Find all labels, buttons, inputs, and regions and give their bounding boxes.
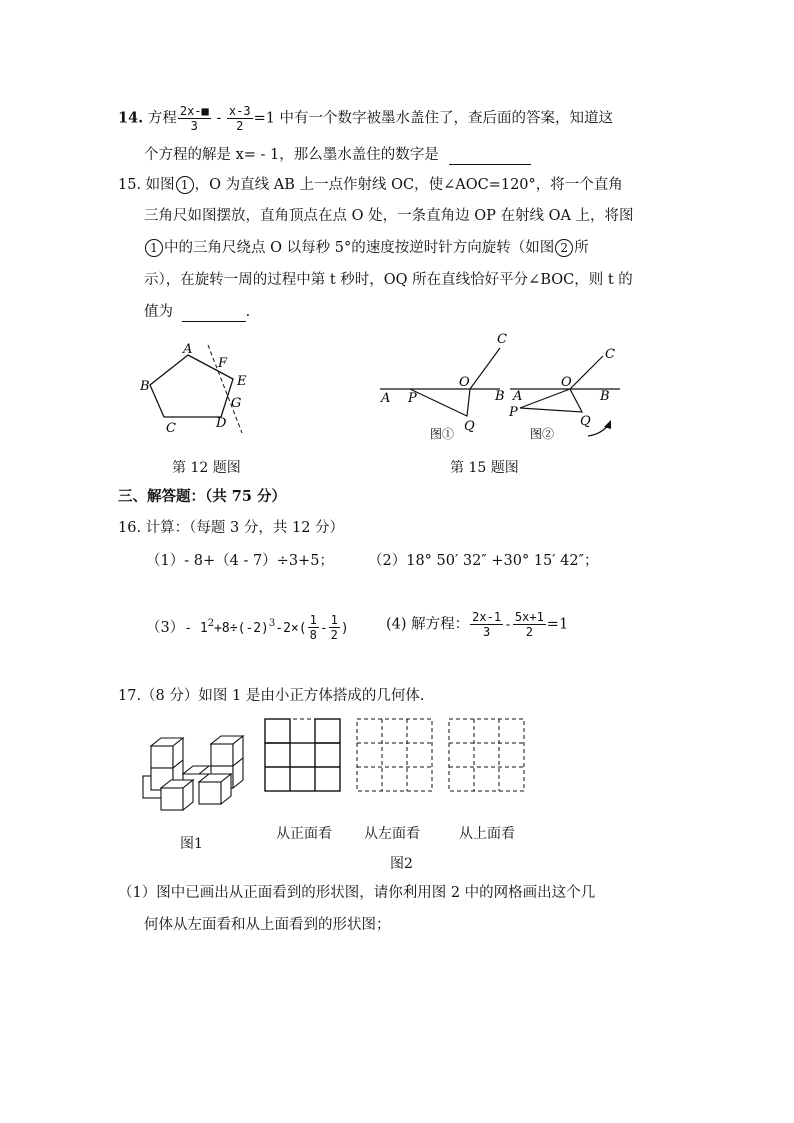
- q14-line1: [118, 104, 613, 133]
- fig15-figure: [375, 328, 635, 448]
- q14-fraction-1: [178, 104, 211, 133]
- q15-line1a: 如图: [145, 177, 175, 193]
- q15-number: 15.: [118, 177, 142, 193]
- label-g: G: [231, 396, 242, 411]
- circled-one: 1: [176, 176, 194, 194]
- q15-line4: 示），在旋转一周的过程中第 t 秒时，OQ 所在直线恰好平分∠BOC，则 t 的: [144, 272, 633, 288]
- fig2-caption: 图2: [390, 856, 413, 872]
- q16-part4-label: (4) 解方程：: [386, 616, 470, 633]
- view-front-label: 从正面看: [276, 826, 332, 842]
- fig2-label-a: A: [513, 389, 523, 404]
- view-top-label: 从上面看: [459, 826, 515, 842]
- q16-header: 16. 计算：（每题 3 分，共 12 分）: [118, 520, 345, 536]
- front-view-shape: [265, 719, 340, 791]
- q14-line2: [144, 145, 531, 165]
- cube-front-face: [151, 746, 173, 768]
- q14-prefix: 方程: [147, 110, 177, 127]
- label-b: B: [140, 379, 150, 394]
- cube-solid-figure: [135, 732, 250, 822]
- q14-suffix: =1 中有一个数字被墨水盖住了，查后面的答案，知道这: [253, 110, 614, 127]
- label-e: E: [237, 374, 247, 389]
- q15-answer-blank[interactable]: [182, 305, 246, 322]
- q17-part1-line1: （1）图中已画出从正面看到的形状图，请你利用图 2 中的网格画出这个几: [118, 885, 596, 901]
- label-f: F: [218, 356, 228, 371]
- q15-line5: 值为 .: [144, 304, 251, 320]
- q16-part3-label: （3）: [146, 619, 185, 636]
- q14-line2-text: 个方程的解是 x= - 1，那么墨水盖住的数字是: [144, 147, 439, 163]
- front-grid: [265, 719, 340, 791]
- p4-f1-num: 2x-1: [472, 610, 502, 624]
- q15-line3b: 所: [574, 240, 589, 256]
- q15-line2: 三角尺如图摆放，直角顶点在点 O 处，一条直角边 OP 在射线 OA 上，将图: [144, 208, 634, 224]
- fig2-label-c: C: [605, 347, 615, 362]
- fig2-label-o: O: [561, 375, 572, 390]
- fig1-triangle: [410, 389, 470, 416]
- q14-frac2-den: 2: [236, 119, 244, 133]
- p3-close: ): [340, 620, 349, 636]
- fig1-label-q: Q: [464, 419, 475, 434]
- fig1-label-o: O: [459, 375, 470, 390]
- fig1-label-b: B: [495, 389, 505, 404]
- p4-f2-num: 5x+1: [514, 610, 544, 624]
- fig1-caption: 图1: [180, 836, 203, 852]
- q15-line1: [118, 175, 623, 195]
- q14-number: 14.: [118, 109, 144, 127]
- fig2-triangle: [520, 389, 582, 412]
- q15-line5-text: 值为: [144, 304, 173, 320]
- p3-f2-den: 2: [330, 628, 338, 643]
- p3-mid: -: [319, 620, 328, 636]
- p3-expr-c: -2×(: [275, 620, 307, 636]
- q14-minus: -: [216, 110, 222, 127]
- view-left-label: 从左面看: [364, 826, 420, 842]
- label-a: A: [183, 342, 193, 357]
- label-c: C: [166, 421, 176, 436]
- q16-part3: [146, 610, 349, 643]
- p3-expr-a: - 1: [184, 620, 208, 636]
- fig1-label-c: C: [497, 332, 507, 347]
- p3-f1-num: 1: [309, 613, 317, 628]
- fig1-name: 图①: [430, 427, 455, 441]
- q14-answer-blank[interactable]: [449, 148, 531, 165]
- q16-part4: [386, 610, 568, 640]
- label-d: D: [216, 416, 227, 431]
- cube-front-face: [211, 744, 233, 766]
- circled-one: 1: [145, 239, 163, 257]
- q14-fraction-2: [227, 104, 253, 133]
- p3-fraction-2: [329, 613, 340, 642]
- fig2-label-q: Q: [580, 414, 591, 429]
- p3-f2-num: 1: [330, 613, 338, 628]
- p4-fraction-1: [470, 610, 503, 639]
- q16-part2: （2）18° 50′ 32″ +30° 15′ 42″；: [368, 553, 599, 569]
- section3-title: 三、解答题：（共 75 分）: [118, 488, 287, 505]
- pentagon-figure: [130, 335, 260, 440]
- q15-line3: [144, 238, 589, 258]
- q17-header: 17.（8 分）如图 1 是由小正方体搭成的几何体.: [118, 688, 425, 704]
- fig15-caption: 第 15 题图: [450, 460, 519, 476]
- circled-two: 2: [555, 239, 573, 257]
- p4-fraction-2: [513, 610, 546, 639]
- cube-front-face: [199, 782, 221, 804]
- top-grid[interactable]: [449, 719, 524, 791]
- q15-line1b: ，O 为直线 AB 上一点作射线 OC，使∠AOC=120°，将一个直角: [194, 177, 623, 193]
- view-grids: [262, 716, 552, 796]
- fig1-label-p: P: [408, 391, 417, 406]
- fig2-ray-oc: [570, 356, 603, 389]
- q15-line3a: 中的三角尺绕点 O 以每秒 5°的速度按逆时针方向旋转（如图: [164, 240, 555, 256]
- fig1-label-a: A: [381, 391, 391, 406]
- q14-frac2-num: x-3: [228, 104, 251, 118]
- q14-frac1-num: 2x-■: [179, 104, 209, 118]
- fig12-caption: 第 12 题图: [172, 460, 241, 476]
- fig2-name: 图②: [530, 427, 555, 441]
- fig1-ray-oc: [470, 348, 500, 389]
- q16-part1: （1）- 8+（4 - 7）÷3+5；: [146, 553, 334, 569]
- p4-mid: -: [504, 617, 512, 633]
- p4-f1-den: 3: [482, 625, 491, 639]
- p3-exp2: 3: [268, 618, 276, 629]
- fig2-label-b: B: [600, 389, 610, 404]
- q14-frac1-den: 3: [190, 119, 198, 133]
- q17-part1-line2: 何体从左面看和从上面看到的形状图；: [144, 917, 391, 933]
- fig2-label-p: P: [509, 405, 518, 420]
- left-grid[interactable]: [357, 719, 432, 791]
- p3-exp1: 2: [207, 618, 215, 629]
- cube-front-face: [161, 788, 183, 810]
- p3-expr-b: +8÷(-2): [214, 620, 269, 636]
- p3-f1-den: 8: [309, 628, 317, 643]
- p4-f2-den: 2: [525, 625, 533, 639]
- p4-rhs: =1: [546, 616, 569, 633]
- p3-fraction-1: [308, 613, 319, 642]
